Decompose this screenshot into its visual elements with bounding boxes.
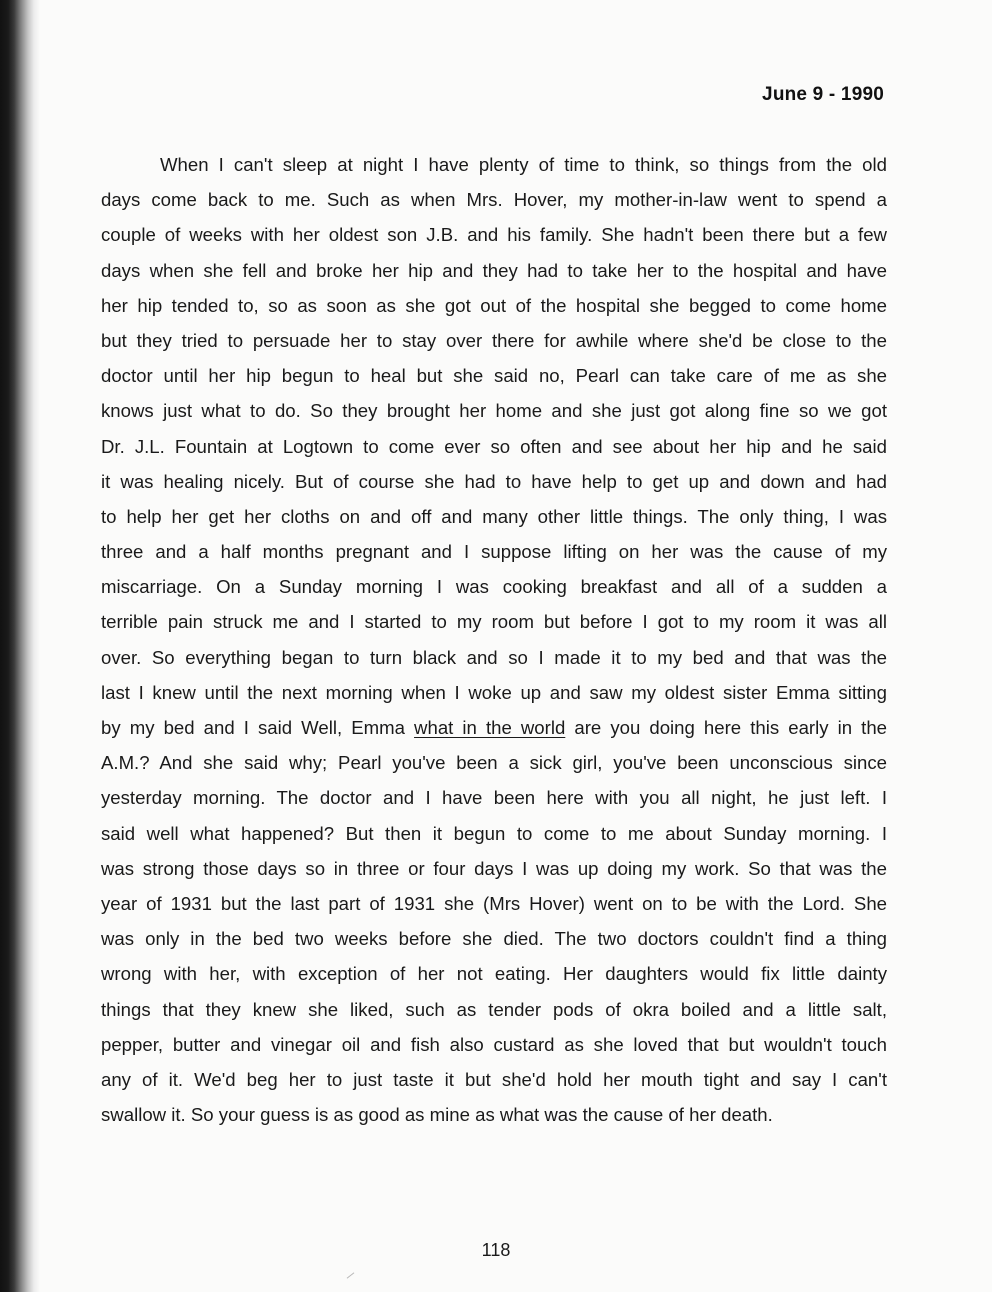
text-line: last I knew until the next morning when I woke up and saw my oldest sister Emma sitting	[101, 681, 887, 703]
date-heading: June 9 - 1990	[762, 84, 884, 105]
text-line: miscarriage. On a Sunday morning I was cooking breakfast and all of a sudden a	[101, 576, 887, 598]
text-line: her hip tended to, so as soon as she got out of the hospital she begged to come home	[101, 294, 887, 316]
text-line: wrong with her, with exception of her not eating. Her daughters would fix little dainty	[101, 963, 887, 985]
text-segment: by my bed and I said Well, Emma	[101, 717, 415, 738]
text-segment: are you doing here this early in the	[565, 717, 887, 738]
text-line: was only in the bed two weeks before she died. The two doctors couldn't find a thing	[101, 928, 887, 950]
text-line: it was healing nicely. But of course she had to have help to get up and down and had	[101, 470, 887, 492]
text-line: said well what happened? But then it begun to come to me about Sunday morning. I	[101, 822, 887, 844]
page-number: 118	[481, 1240, 511, 1260]
text-line: any of it. We'd beg her to just taste it but she'd hold her mouth tight and say I can't	[101, 1068, 887, 1090]
text-line: was strong those days so in three or four days I was up doing my work. So that was the	[101, 857, 887, 879]
text-line: but they tried to persuade her to stay over there for awhile where she'd be close to the	[101, 329, 887, 351]
text-line: pepper, butter and vinegar oil and fish also custard as she loved that but wouldn't touch	[101, 1033, 887, 1055]
text-line: yesterday morning. The doctor and I have been here with you all night, he just left. I	[101, 787, 887, 809]
text-line-with-underline	[101, 710, 887, 745]
underlined-phrase: what in the world	[414, 717, 566, 738]
text-line: swallow it. So your guess is as good as mine as what was the cause of her death.	[101, 1104, 773, 1126]
body-paragraph	[101, 147, 887, 1132]
text-line: over. So everything began to turn black and so I made it to my bed and that was the	[101, 646, 887, 668]
text-line: days when she fell and broke her hip and they had to take her to the hospital and have	[101, 259, 887, 281]
text-line: to help her get her cloths on and off and many other little things. The only thing, I was	[101, 505, 887, 527]
text-line: three and a half months pregnant and I suppose lifting on her was the cause of my	[101, 541, 887, 563]
binding-shadow	[0, 0, 40, 1292]
text-line: knows just what to do. So they brought her home and she just got along fine so we got	[101, 400, 887, 422]
text-line: When I can't sleep at night I have plenty of time to think, so things from the old	[160, 154, 887, 175]
text-line: things that they knew she liked, such as tender pods of okra boiled and a little salt,	[101, 998, 887, 1020]
text-line: A.M.? And she said why; Pearl you've been a sick girl, you've been unconscious since	[101, 752, 887, 774]
text-line: Dr. J.L. Fountain at Logtown to come ever so often and see about her hip and he said	[101, 435, 887, 457]
text-line: year of 1931 but the last part of 1931 she (Mrs Hover) went on to be with the Lord. She	[101, 892, 887, 914]
text-line: terrible pain struck me and I started to my room but before I got to my room it was all	[101, 611, 887, 633]
text-line: doctor until her hip begun to heal but she said no, Pearl can take care of me as she	[101, 365, 887, 387]
pencil-mark	[347, 1272, 355, 1278]
text-line: days come back to me. Such as when Mrs. Hover, my mother-in-law went to spend a	[101, 189, 887, 211]
text-line: couple of weeks with her oldest son J.B. and his family. She hadn't been there but a few	[101, 224, 887, 246]
